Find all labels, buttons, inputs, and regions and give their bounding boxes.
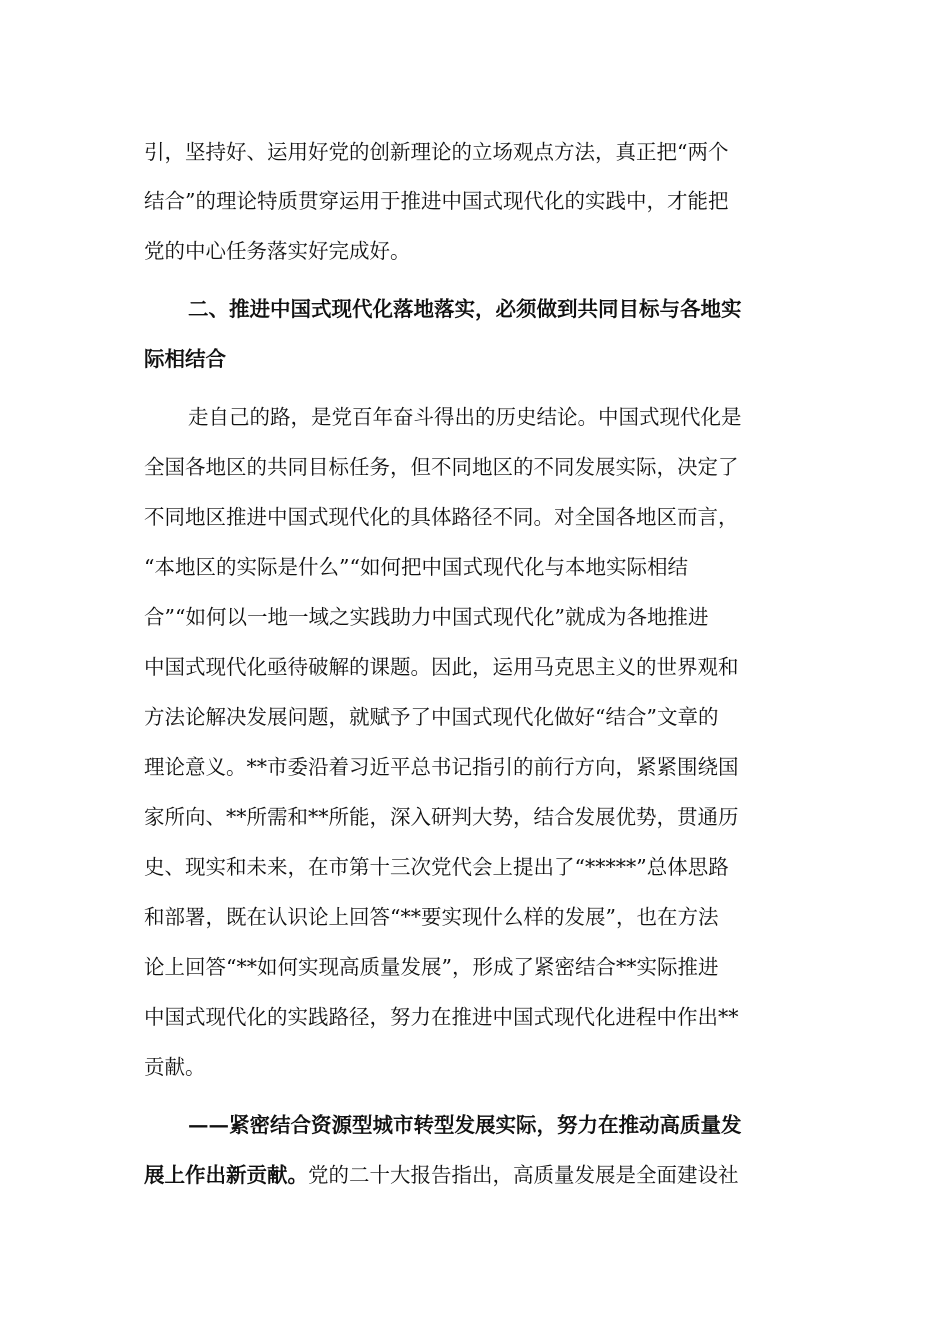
section-heading-2-line-1: 二、推进中国式现代化落地落实，必须做到共同目标与各地实 — [188, 297, 742, 321]
paragraph-2-line-13: 中国式现代化的实践路径，努力在推进中国式现代化进程中作出** — [144, 1005, 739, 1029]
paragraph-2-line-3: 不同地区推进中国式现代化的具体路径不同。对全国各地区而言， — [144, 505, 739, 529]
paragraph-2-line-11: 和部署，既在认识论上回答“**要实现什么样的发展”，也在方法 — [144, 905, 719, 929]
paragraph-2-line-10: 史、现实和未来，在市第十三次党代会上提出了“*****”总体思路 — [144, 855, 729, 879]
paragraph-2-line-2: 全国各地区的共同目标任务，但不同地区的不同发展实际，决定了 — [144, 455, 739, 479]
paragraph-2-line-9: 家所向、**所需和**所能，深入研判大势，结合发展优势，贯通历 — [144, 805, 739, 829]
paragraph-3-lead-in: 展上作出新贡献。 — [144, 1163, 308, 1187]
paragraph-2-line-14: 贡献。 — [144, 1055, 206, 1079]
section-heading-2-line-2: 际相结合 — [144, 347, 226, 371]
paragraph-3-line-2 — [144, 1161, 804, 1189]
paragraph-3-body: 党的二十大报告指出，高质量发展是全面建设社 — [308, 1163, 739, 1187]
paragraph-2-line-4: “本地区的实际是什么”“如何把中国式现代化与本地实际相结 — [144, 555, 688, 579]
paragraph-3-line-1: ——紧密结合资源型城市转型发展实际，努力在推动高质量发 — [188, 1113, 742, 1137]
paragraph-2-line-7: 方法论解决发展问题，就赋予了中国式现代化做好“结合”文章的 — [144, 705, 719, 729]
paragraph-2-line-12: 论上回答“**如何实现高质量发展”，形成了紧密结合**实际推进 — [144, 955, 719, 979]
paragraph-2-line-8: 理论意义。**市委沿着习近平总书记指引的前行方向，紧紧围绕国 — [144, 755, 739, 779]
paragraph-2-line-6: 中国式现代化亟待破解的课题。因此，运用马克思主义的世界观和 — [144, 655, 739, 679]
paragraph-1-line-1: 引，坚持好、运用好党的创新理论的立场观点方法，真正把“两个 — [144, 140, 729, 164]
paragraph-2-line-1: 走自己的路，是党百年奋斗得出的历史结论。中国式现代化是 — [188, 405, 742, 429]
paragraph-2-line-5: 合”“如何以一地一域之实践助力中国式现代化”就成为各地推进 — [144, 605, 709, 629]
paragraph-1-line-3: 党的中心任务落实好完成好。 — [144, 239, 411, 263]
paragraph-1-line-2: 结合”的理论特质贯穿运用于推进中国式现代化的实践中，才能把 — [144, 189, 729, 213]
